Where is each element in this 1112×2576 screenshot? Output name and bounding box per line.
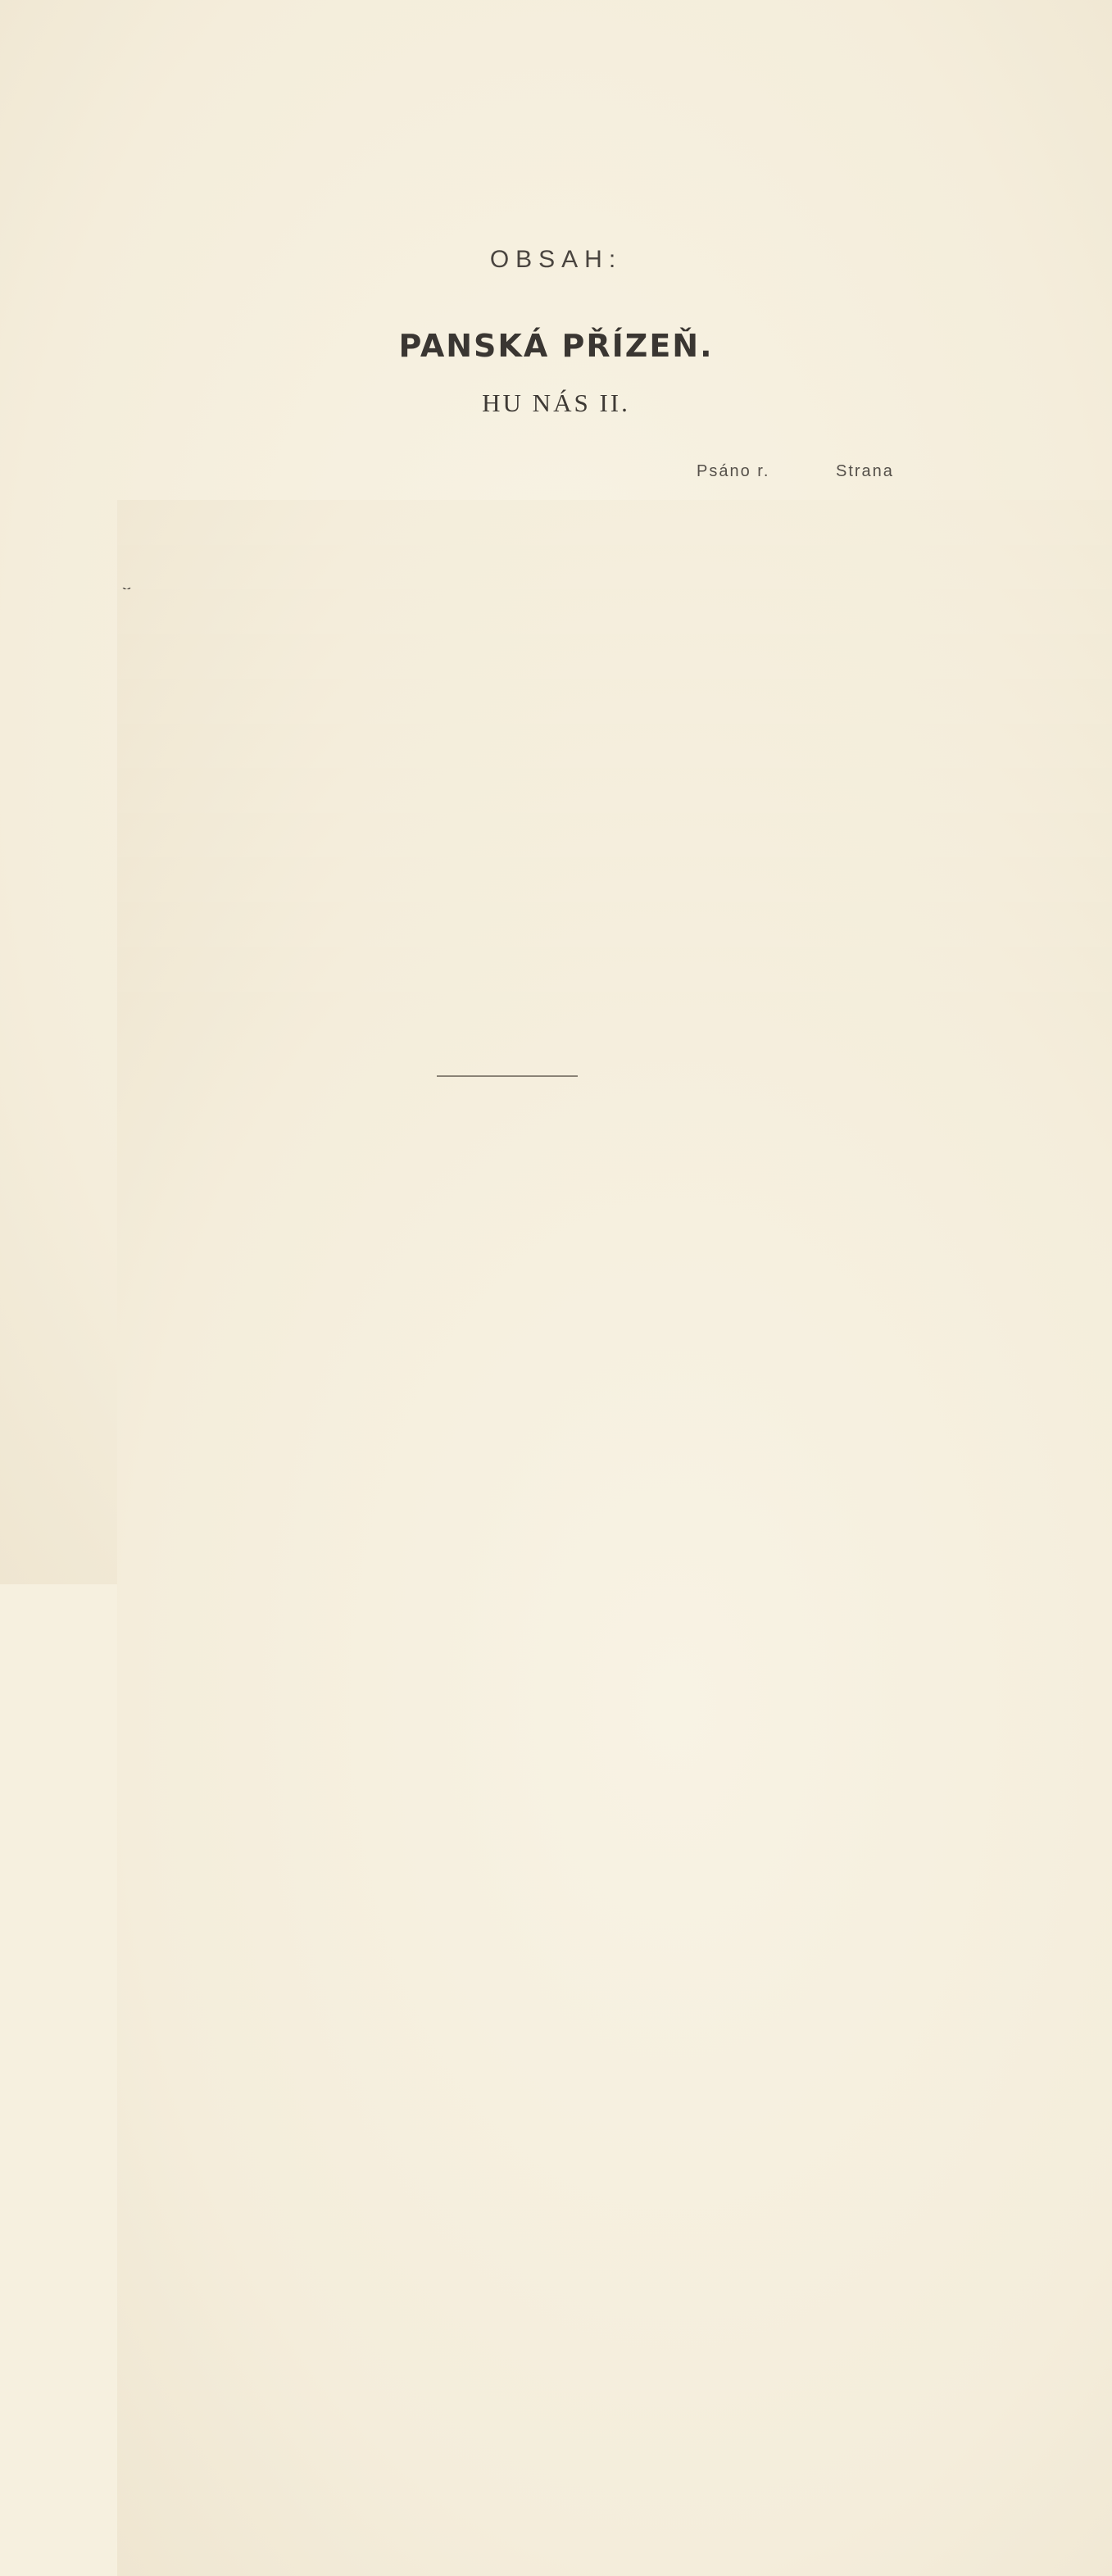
column-header-page: Strana [836,462,894,480]
divider-rule [437,1075,578,1077]
book-title: PANSKÁ PŘÍZEŇ. [398,328,714,364]
toc-entry [117,581,904,626]
toc-entry [117,805,904,850]
toc-entry [117,894,904,939]
column-header-year: Psáno r. [697,462,770,480]
toc-entry [117,938,904,984]
table-of-contents [117,492,904,1028]
toc-entry [117,626,904,671]
book-subtitle: HU NÁS II. [482,388,630,417]
toc-entry [117,849,904,894]
toc-entry [117,984,904,1029]
toc-entry [117,760,904,805]
toc-entry [117,492,904,537]
toc-entry-page [117,992,1112,2576]
toc-entry [117,716,904,761]
contents-heading: OBSAH: [489,246,623,273]
toc-entry [117,537,904,582]
toc-entry [117,670,904,716]
